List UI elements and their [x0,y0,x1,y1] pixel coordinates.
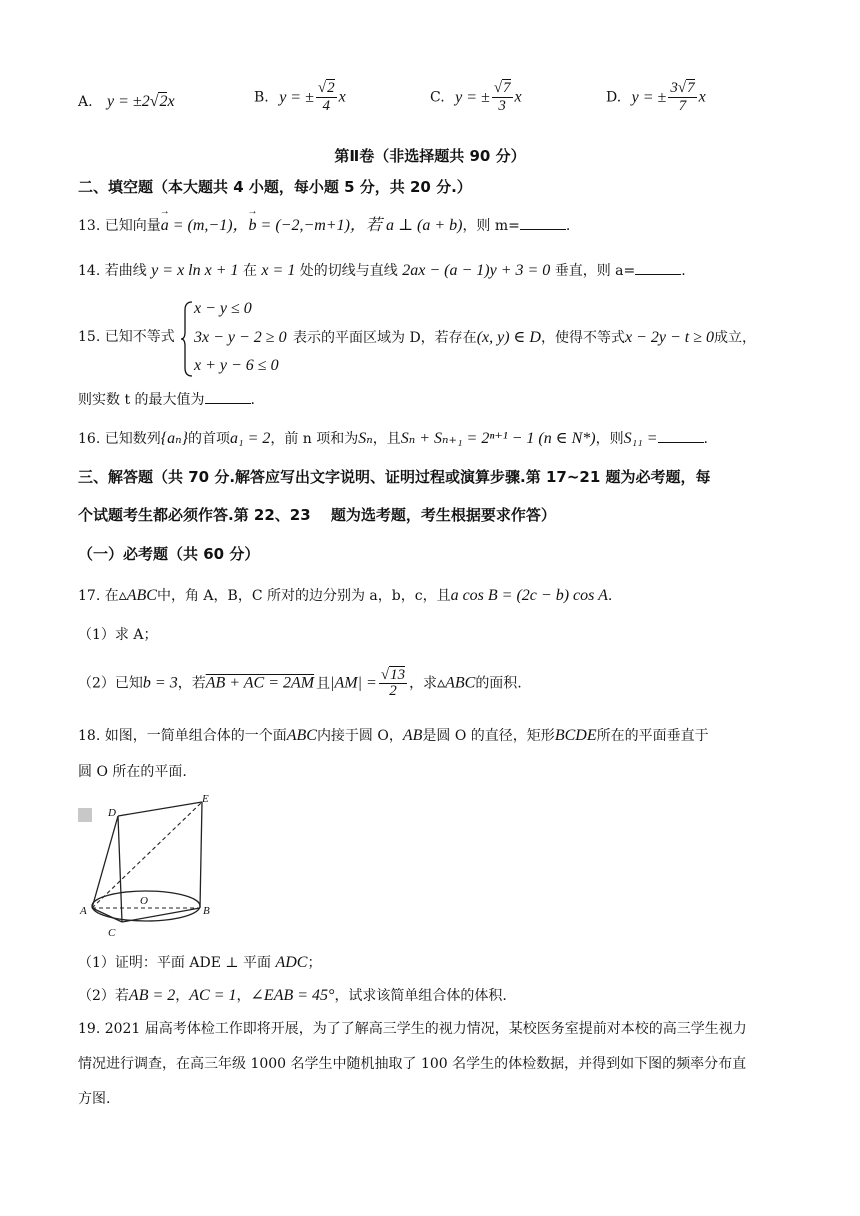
label-c: C [108,927,116,939]
label-o: O [140,895,148,907]
label-b: B [203,905,210,917]
answer-blank [635,262,681,275]
answer-blank [520,217,566,230]
question-18-part2: （2）若AB = 2，AC = 1，∠EAB = 45°，试求该简单组合体的体积. [78,987,507,1004]
section2-title: 二、填空题（本大题共 4 小题，每小题 5 分，共 20 分.） [78,178,472,196]
edge-dc [118,816,122,922]
option-d: D. y = ± $\frac{3√7}{7}$ x [606,80,706,114]
part2-title: 第Ⅱ卷（非选择题共 90 分） [334,147,526,165]
figure-marker [78,808,92,822]
label-d: D [108,807,116,819]
question-16: 16. 已知数列{aₙ}的首项a₁ = 2，前 n 项和为Sₙ，且Sₙ + Sₙ₊₁ = 2ⁿ⁺¹ − 1 (n ∈ N*)，则S₁₁ = . [78,430,708,447]
question-17: 17. 在▵ABC中，角 A，B，C 所对的边分别为 a，b，c，且a cos B = (2c − b) cos A. [78,587,613,604]
label-e: E [202,793,209,805]
question-17-part2: （2）已知b = 3，若AB + AC = 2AM 且|AM| = $\frac{√13}{2}$ ，求▵ABC的面积. [78,667,522,699]
label-a: A [80,905,87,917]
section3-title-line1: 三、解答题（共 70 分.解答应写出文字说明、证明过程或演算步骤.第 17~21 题为必考题，每 [78,468,711,486]
question-19-line2: 情况进行调查，在高三年级 1000 名学生中随机抽取了 100 名学生的体检数据，并得到如下图的频率分布直 [78,1056,747,1072]
option-c-frac: $\frac{√7}{3}$ [493,80,511,114]
edge-ac [92,908,122,922]
edge-eb [200,802,202,908]
answer-blank [658,430,704,443]
question-18-part1: （1）证明：平面 ADE ⊥ 平面 ADC； [78,954,322,971]
option-b: B. y = ± $\frac{√2}{4}$ x [254,80,346,114]
answer-blank [205,391,251,404]
question-13: 13. 已知向量→ a = (m,−1)，→ b = (−2,−m+1)，若 a ⊥ (a + b)，则 m= . [78,217,570,234]
question-19-line3: 方图. [78,1091,111,1107]
question-18: 18. 如图，一简单组合体的一个面ABC内接于圆 O，AB是圆 O 的直径，矩形BCDE所在的平面垂直于 [78,727,709,744]
option-a-expr: y = ±2√2x [107,93,175,110]
question-17-part1: （1）求 A； [78,627,158,643]
left-brace [180,300,194,378]
subsection1-title: （一）必考题（共 60 分） [78,545,260,563]
question-14: 14. 若曲线 y = x ln x + 1 在 x = 1 处的切线与直线 2ax − (a − 1)y + 3 = 0 垂直，则 a= . [78,262,686,279]
option-a: A. y = ±2√2x [78,93,175,110]
section3-title-line2: 个试题考生都必须作答.第 22、23 题为选考题，考生根据要求作答） [78,506,556,524]
question-18-line2: 圆 O 所在的平面. [78,764,187,780]
option-d-frac: $\frac{3√7}{7}$ [670,80,695,114]
question-19-line1: 19. 2021 届高考体检工作即将开展，为了了解高三学生的视力情况，某校医务室提前对本校的高三学生视力 [78,1021,747,1037]
exam-page: A. y = ±2√2x B. y = ± $\frac{√2}{4}$ x C. y = ± $\frac{√7}{3}$ x D. y = ± $\frac{3√7}{7}$ x 第Ⅱ卷（非选择题共 90 分） 二、填空题（本大题共 4 小题，每小题 5 分，共 20 分.） 13. 已知向量→ a = (m,−1)，→ b = (−2,−m+1)，若 a ⊥ (a + b)，则 m= . 14. 若曲线 y = x ln x + 1 在 x = 1 处的切线与直线 2ax − (a − 1)y + 3 = 0 垂直，则 a= . 15. 已知不等式 x − y ≤ 0 3x − y − 2 ≥ 0 x + y − 6 ≤ 0 表示的平面区域为 D，若存在(x, y) ∈ D，使得不等式x − 2y − t ≥ 0成立， 则实数 t 的最大值为 . 16. 已知数列{aₙ}的首项a₁ = 2，前 n 项和为Sₙ，且Sₙ + Sₙ₊₁ = 2ⁿ⁺¹ − 1 (n ∈ N*)，则S₁₁ = . 三、解答题（共 70 分.解答应写出文字说明、证明过程或演算步骤.第 17~21 题为必考题，每 个试题考生都必须作答.第 22、23 题为选考题，考生根据要求作答） （一）必考题（共 60 分） 17. 在▵ABC中，角 A，B，C 所对的边分别为 a，b，c，且a cos B = (2c − b) cos A. （1）求 A； （2）已知b = 3，若AB + AC = 2AM 且|AM| = $\frac{√13}{2}$ ，求▵ABC的面积. 18. 如图，一简单组合体的一个面ABC内接于圆 O，AB是圆 O 的直径，矩形BCDE所在的平面垂直于 圆 O 所在的平面. D E A O B C （1）证明：平面 ADE ⊥ 平面 ADC； （2）若AB = 2，AC = 1，∠EAB = 45°，试求该简单组合体的体积. 19. 2021 届高考体检工作即将开展，为了了解高三学生的视力情况，某校医务室提前对本校的高三学生视力 情况进行调查，在高三年级 1000 名学生中随机抽取了 100 名学生的体检数据，并得到如下图的频率分布直 方图. [0,0,860,1216]
option-c: C. y = ± $\frac{√7}{3}$ x [430,80,522,114]
solid-figure [78,790,238,940]
option-b-frac: $\frac{√2}{4}$ [317,80,335,114]
